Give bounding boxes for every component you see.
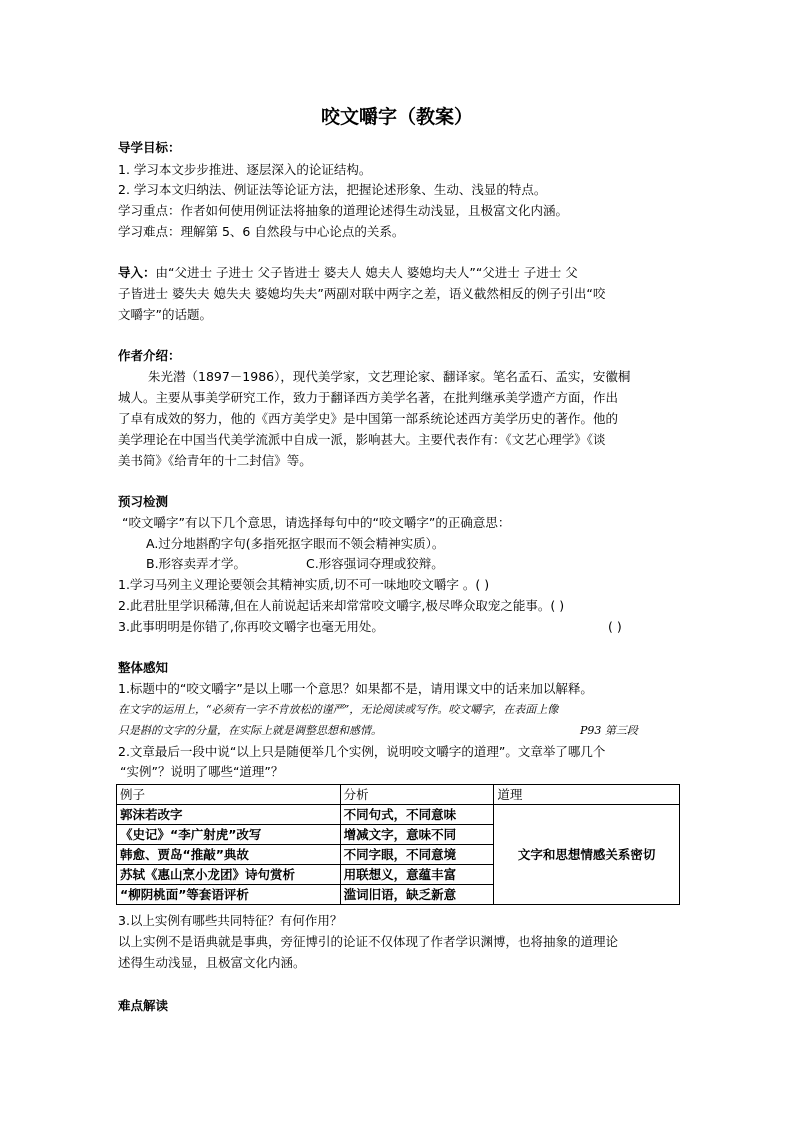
difficult-heading: 难点解读 xyxy=(118,998,169,1013)
table-cell-analysis: 不同句式，不同意味 xyxy=(340,805,494,825)
intro-text-1: 由“父进士 子进士 父子皆进士 婆夫人 媳夫人 婆媳均夫人”“父进士 子进士 父 xyxy=(155,265,578,280)
overall-question-2a: 2.文章最后一段中说“以上只是随便举几个实例，说明咬文嚼字的道理”。文章举了哪几个 xyxy=(118,744,606,759)
author-line-2: 城人。主要从事美学研究工作，致力于翻译西方美学名著，在批判继承美学遗产方面，作出 xyxy=(118,390,619,405)
page-reference: P93 第三段 xyxy=(580,724,638,737)
table-cell-analysis: 不同字眼，不同意境 xyxy=(340,845,494,865)
preview-prompt: “咬文嚼字”有以下几个意思，请选择每句中的“咬文嚼字”的正确意思： xyxy=(122,515,511,530)
examples-table xyxy=(116,784,680,905)
option-a: A.过分地斟酌字句(多指死抠字眼而不领会精神实质）。 xyxy=(146,536,445,551)
intro-label: 导入： xyxy=(118,265,156,280)
overall-answer-3-line-1: 以上实例不是语典就是事典，旁征博引的论证不仅体现了作者学识渊博，也将抽象的道理论 xyxy=(118,934,619,949)
handwritten-answer-line-2: 只是斟的文字的分量，在实际上就是调整思想和感情。 xyxy=(118,724,382,737)
table-cell-example: 苏轼《惠山烹小龙团》诗句赏析 xyxy=(117,865,341,885)
document-title: 咬文嚼字（教案） xyxy=(320,106,473,128)
overall-answer-3-line-2: 述得生动浅显，且极富文化内涵。 xyxy=(118,955,306,970)
author-line-4: 美学理论在中国当代美学流派中自成一派，影响甚大。主要代表作有：《文艺心理学》《谈 xyxy=(118,432,606,447)
table-cell-example: 郭沫若改字 xyxy=(117,805,341,825)
table-header-reason: 道理 xyxy=(494,785,680,805)
overall-question-2b: “实例”？说明了哪些“道理”？ xyxy=(120,764,284,779)
intro-line-1 xyxy=(118,263,578,283)
author-heading: 作者介绍： xyxy=(118,348,181,363)
table-cell-analysis: 增减文字，意味不同 xyxy=(340,825,494,845)
table-header-row xyxy=(117,785,680,805)
goal-item-2: 2. 学习本文归纳法、例证法等论证方法，把握论述形象、生动、浅显的特点。 xyxy=(118,182,547,197)
preview-question-1: 1.学习马列主义理论要领会其精神实质,切不可一味地咬文嚼字 。( ) xyxy=(118,577,490,592)
goals-heading: 导学目标： xyxy=(118,140,181,155)
table-header-analysis: 分析 xyxy=(340,785,494,805)
table-cell-analysis: 滥词旧语，缺乏新意 xyxy=(340,885,494,905)
author-line-3: 了卓有成效的努力，他的《西方美学史》是中国第一部系统论述西方美学历史的著作。他的 xyxy=(118,411,619,426)
difficulty-point: 学习难点：理解第 5、6 自然段与中心论点的关系。 xyxy=(118,224,405,239)
preview-question-3: 3.此事明明是你错了,你再咬文嚼字也毫无用处。 xyxy=(118,619,384,634)
handwritten-answer-line-1: 在文字的运用上，“必须有一字不肯放松的谨严”，无论阅读或写作。咬文嚼字，在表面上像 xyxy=(118,703,559,716)
author-line-5: 美书简》《给青年的十二封信》等。 xyxy=(118,453,312,468)
goal-item-1: 1. 学习本文步步推进、逐层深入的论证结构。 xyxy=(118,162,372,177)
preview-question-3-blank: ( ) xyxy=(608,619,622,634)
table-cell-analysis: 用联想义，意蕴丰富 xyxy=(340,865,494,885)
preview-question-2: 2.此君肚里学识稀薄,但在人前说起话来却常常咬文嚼字,极尽哗众取宠之能事。( ) xyxy=(118,598,565,613)
table-cell-example: 韩愈、贾岛“推敲”典故 xyxy=(117,845,341,865)
option-b: B.形容卖弄才学。 xyxy=(146,556,247,571)
table-cell-example: “柳阴桃面”等套语评析 xyxy=(117,885,341,905)
overall-heading: 整体感知 xyxy=(118,660,169,675)
key-point: 学习重点：作者如何使用例证法将抽象的道理论述得生动浅显，且极富文化内涵。 xyxy=(118,203,569,218)
table-cell-example: 《史记》“李广射虎”改写 xyxy=(117,825,341,845)
table-header-example: 例子 xyxy=(117,785,341,805)
overall-question-3: 3.以上实例有哪些共同特征？有何作用？ xyxy=(118,913,343,928)
table-cell-reason: 文字和思想情感关系密切 xyxy=(494,805,680,905)
overall-question-1: 1.标题中的“咬文嚼字”是以上哪一个意思？如果都不是，请用课文中的话来加以解释。 xyxy=(118,681,593,696)
table-row xyxy=(117,805,680,825)
preview-heading: 预习检测 xyxy=(118,494,169,509)
option-c: C.形容强词夺理或狡辩。 xyxy=(306,556,444,571)
intro-line-3: 文嚼字”的话题。 xyxy=(118,307,212,322)
intro-line-2: 子皆进士 婆失夫 媳失夫 婆媳均失夫”两副对联中两字之差，语义截然相反的例子引出“咬 xyxy=(118,286,606,301)
author-line-1: 朱光潜（1897－1986），现代美学家，文艺理论家、翻译家。笔名孟石、孟实，安徽桐 xyxy=(148,369,631,384)
